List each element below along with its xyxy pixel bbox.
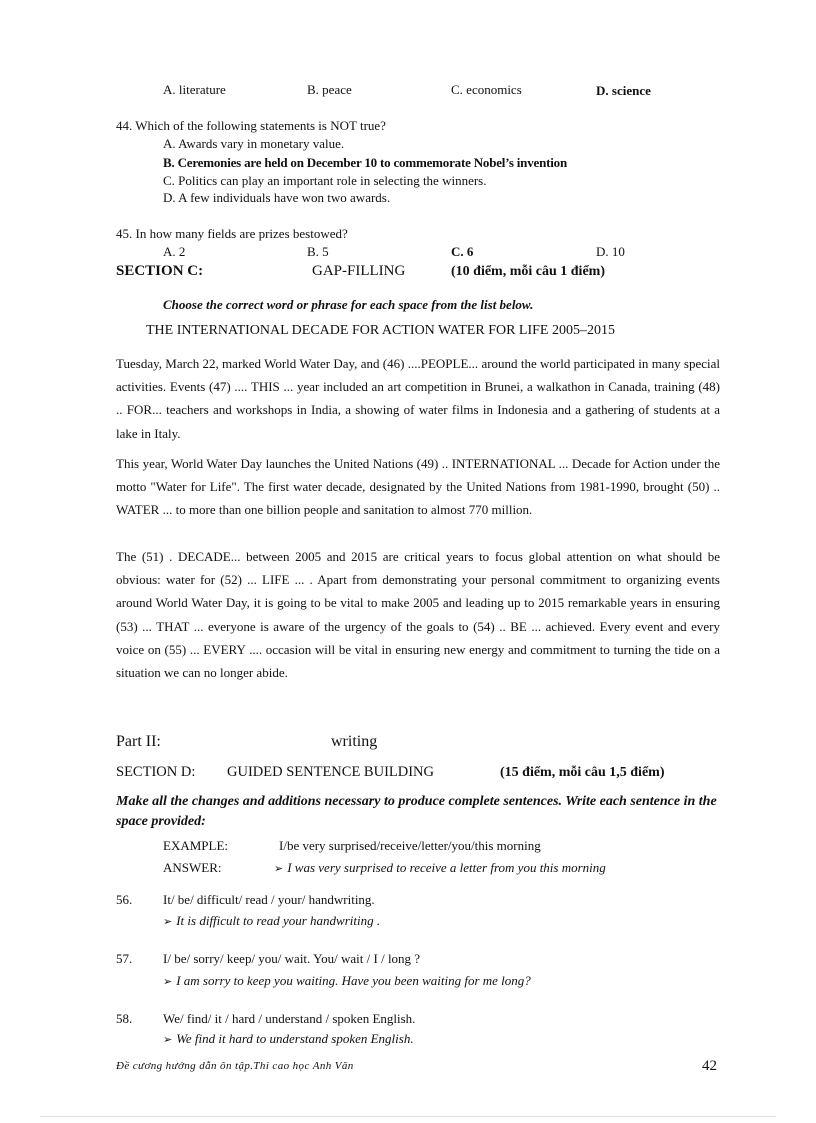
arrow-icon: ➢ bbox=[163, 915, 173, 928]
item-56-answer: It is difficult to read your handwriting . bbox=[176, 913, 381, 928]
passage-paragraph-2: This year, World Water Day launches the United Nations (49) .. INTERNATIONAL ... Decade for Action under the motto "Water for Life". The first water decade, designated by the United Nations from 1981-1990, brought (50) .. WATER ... to more than one billion people and sanitation to almost 770 million. bbox=[116, 456, 720, 518]
part-2-name: writing bbox=[331, 733, 378, 750]
example-row bbox=[163, 838, 541, 854]
item-56-number: 56. bbox=[116, 892, 133, 907]
q44-option-c: C. Politics can play an important role in selecting the winners. bbox=[163, 173, 487, 188]
answer-row bbox=[163, 860, 606, 876]
q45-option-b: B. 5 bbox=[307, 244, 329, 259]
item-58-prompt: We/ find/ it / hard / understand / spoken English. bbox=[163, 1011, 416, 1026]
section-c-label: SECTION C: bbox=[116, 263, 204, 279]
arrow-icon: ➢ bbox=[163, 975, 173, 988]
item-58-answer-row bbox=[163, 1031, 414, 1047]
page-bottom-divider bbox=[40, 1116, 776, 1117]
item-57-answer: I am sorry to keep you waiting. Have you been waiting for me long? bbox=[176, 973, 531, 988]
footer-text: Đề cương hướng dẫn ôn tập.Thi cao học Anh Văn bbox=[116, 1060, 354, 1072]
item-57-prompt: I/ be/ sorry/ keep/ you/ wait. You/ wait / I / long ? bbox=[163, 951, 421, 966]
section-c-points: (10 điểm, mỗi câu 1 điểm) bbox=[451, 264, 605, 279]
passage-paragraph-1: Tuesday, March 22, marked World Water Day, and (46) ....PEOPLE... around the world participated in many special activities. Events (47) .... THIS ... year included an art competition in Brunei, a walkathon in Canada, training (48) .. FOR... teachers and workshops in India, a showing of water films in Indonesia and a gathering of students at a lake in Italy. bbox=[116, 356, 720, 441]
answer-text: I was very surprised to receive a letter from you this morning bbox=[287, 860, 606, 875]
q45-option-d: D. 10 bbox=[596, 244, 625, 259]
q43-option-d: D. science bbox=[596, 83, 651, 98]
q44-option-d: D. A few individuals have won two awards. bbox=[163, 190, 391, 205]
q45-option-a: A. 2 bbox=[163, 244, 186, 259]
example-text: I/be very surprised/receive/letter/you/this morning bbox=[279, 838, 541, 853]
item-58-answer: We find it hard to understand spoken English. bbox=[176, 1031, 414, 1046]
section-d-points: (15 điểm, mỗi câu 1,5 điểm) bbox=[500, 765, 665, 780]
section-d-label: SECTION D: bbox=[116, 764, 196, 780]
item-57-answer-row bbox=[163, 973, 531, 989]
section-d-instruction: Make all the changes and additions necessary to produce complete sentences. Write each sentence in the space provided: bbox=[116, 794, 717, 829]
section-c-instruction: Choose the correct word or phrase for each space from the list below. bbox=[163, 297, 534, 312]
item-57-number: 57. bbox=[116, 951, 133, 966]
passage-title: THE INTERNATIONAL DECADE FOR ACTION WATER FOR LIFE 2005–2015 bbox=[146, 323, 615, 338]
passage-paragraph-3: The (51) . DECADE... between 2005 and 2015 are critical years to focus global attention on what should be obvious: water for (52) ... LIFE ... . Apart from demonstrating your personal commitment to organizing events around World Water Day, it is going to be vital to make 2005 and leading up to 2015 remarkable years in ensuring (53) ... THAT ... everyone is aware of the urgency of the goals to (54) .. BE ... achieved. Every event and every voice on (55) ... EVERY .... occasion will be vital in ensuring new energy and commitment to turning the tide on a situation we can no longer abide. bbox=[116, 549, 720, 681]
item-56-answer-row bbox=[163, 913, 380, 929]
q43-option-b: B. peace bbox=[307, 82, 352, 97]
q45-option-c: C. 6 bbox=[451, 244, 474, 259]
item-56-prompt: It/ be/ difficult/ read / your/ handwriting. bbox=[163, 892, 375, 907]
section-d-name: GUIDED SENTENCE BUILDING bbox=[227, 764, 435, 780]
part-2-label: Part II: bbox=[116, 733, 161, 750]
page-number: 42 bbox=[702, 1058, 717, 1074]
q45-stem: 45. In how many fields are prizes bestowed? bbox=[116, 226, 348, 241]
q43-option-a: A. literature bbox=[163, 82, 226, 97]
item-58-number: 58. bbox=[116, 1011, 133, 1026]
q44-option-a: A. Awards vary in monetary value. bbox=[163, 136, 345, 151]
q44-option-b: B. Ceremonies are held on December 10 to commemorate Nobel’s invention bbox=[163, 155, 567, 170]
arrow-icon: ➢ bbox=[274, 862, 284, 875]
arrow-icon: ➢ bbox=[163, 1033, 173, 1046]
section-c-name: GAP-FILLING bbox=[312, 263, 406, 279]
q44-stem: 44. Which of the following statements is NOT true? bbox=[116, 118, 386, 133]
example-label: EXAMPLE: bbox=[163, 838, 228, 853]
answer-label: ANSWER: bbox=[163, 860, 222, 875]
q43-option-c: C. economics bbox=[451, 82, 522, 97]
